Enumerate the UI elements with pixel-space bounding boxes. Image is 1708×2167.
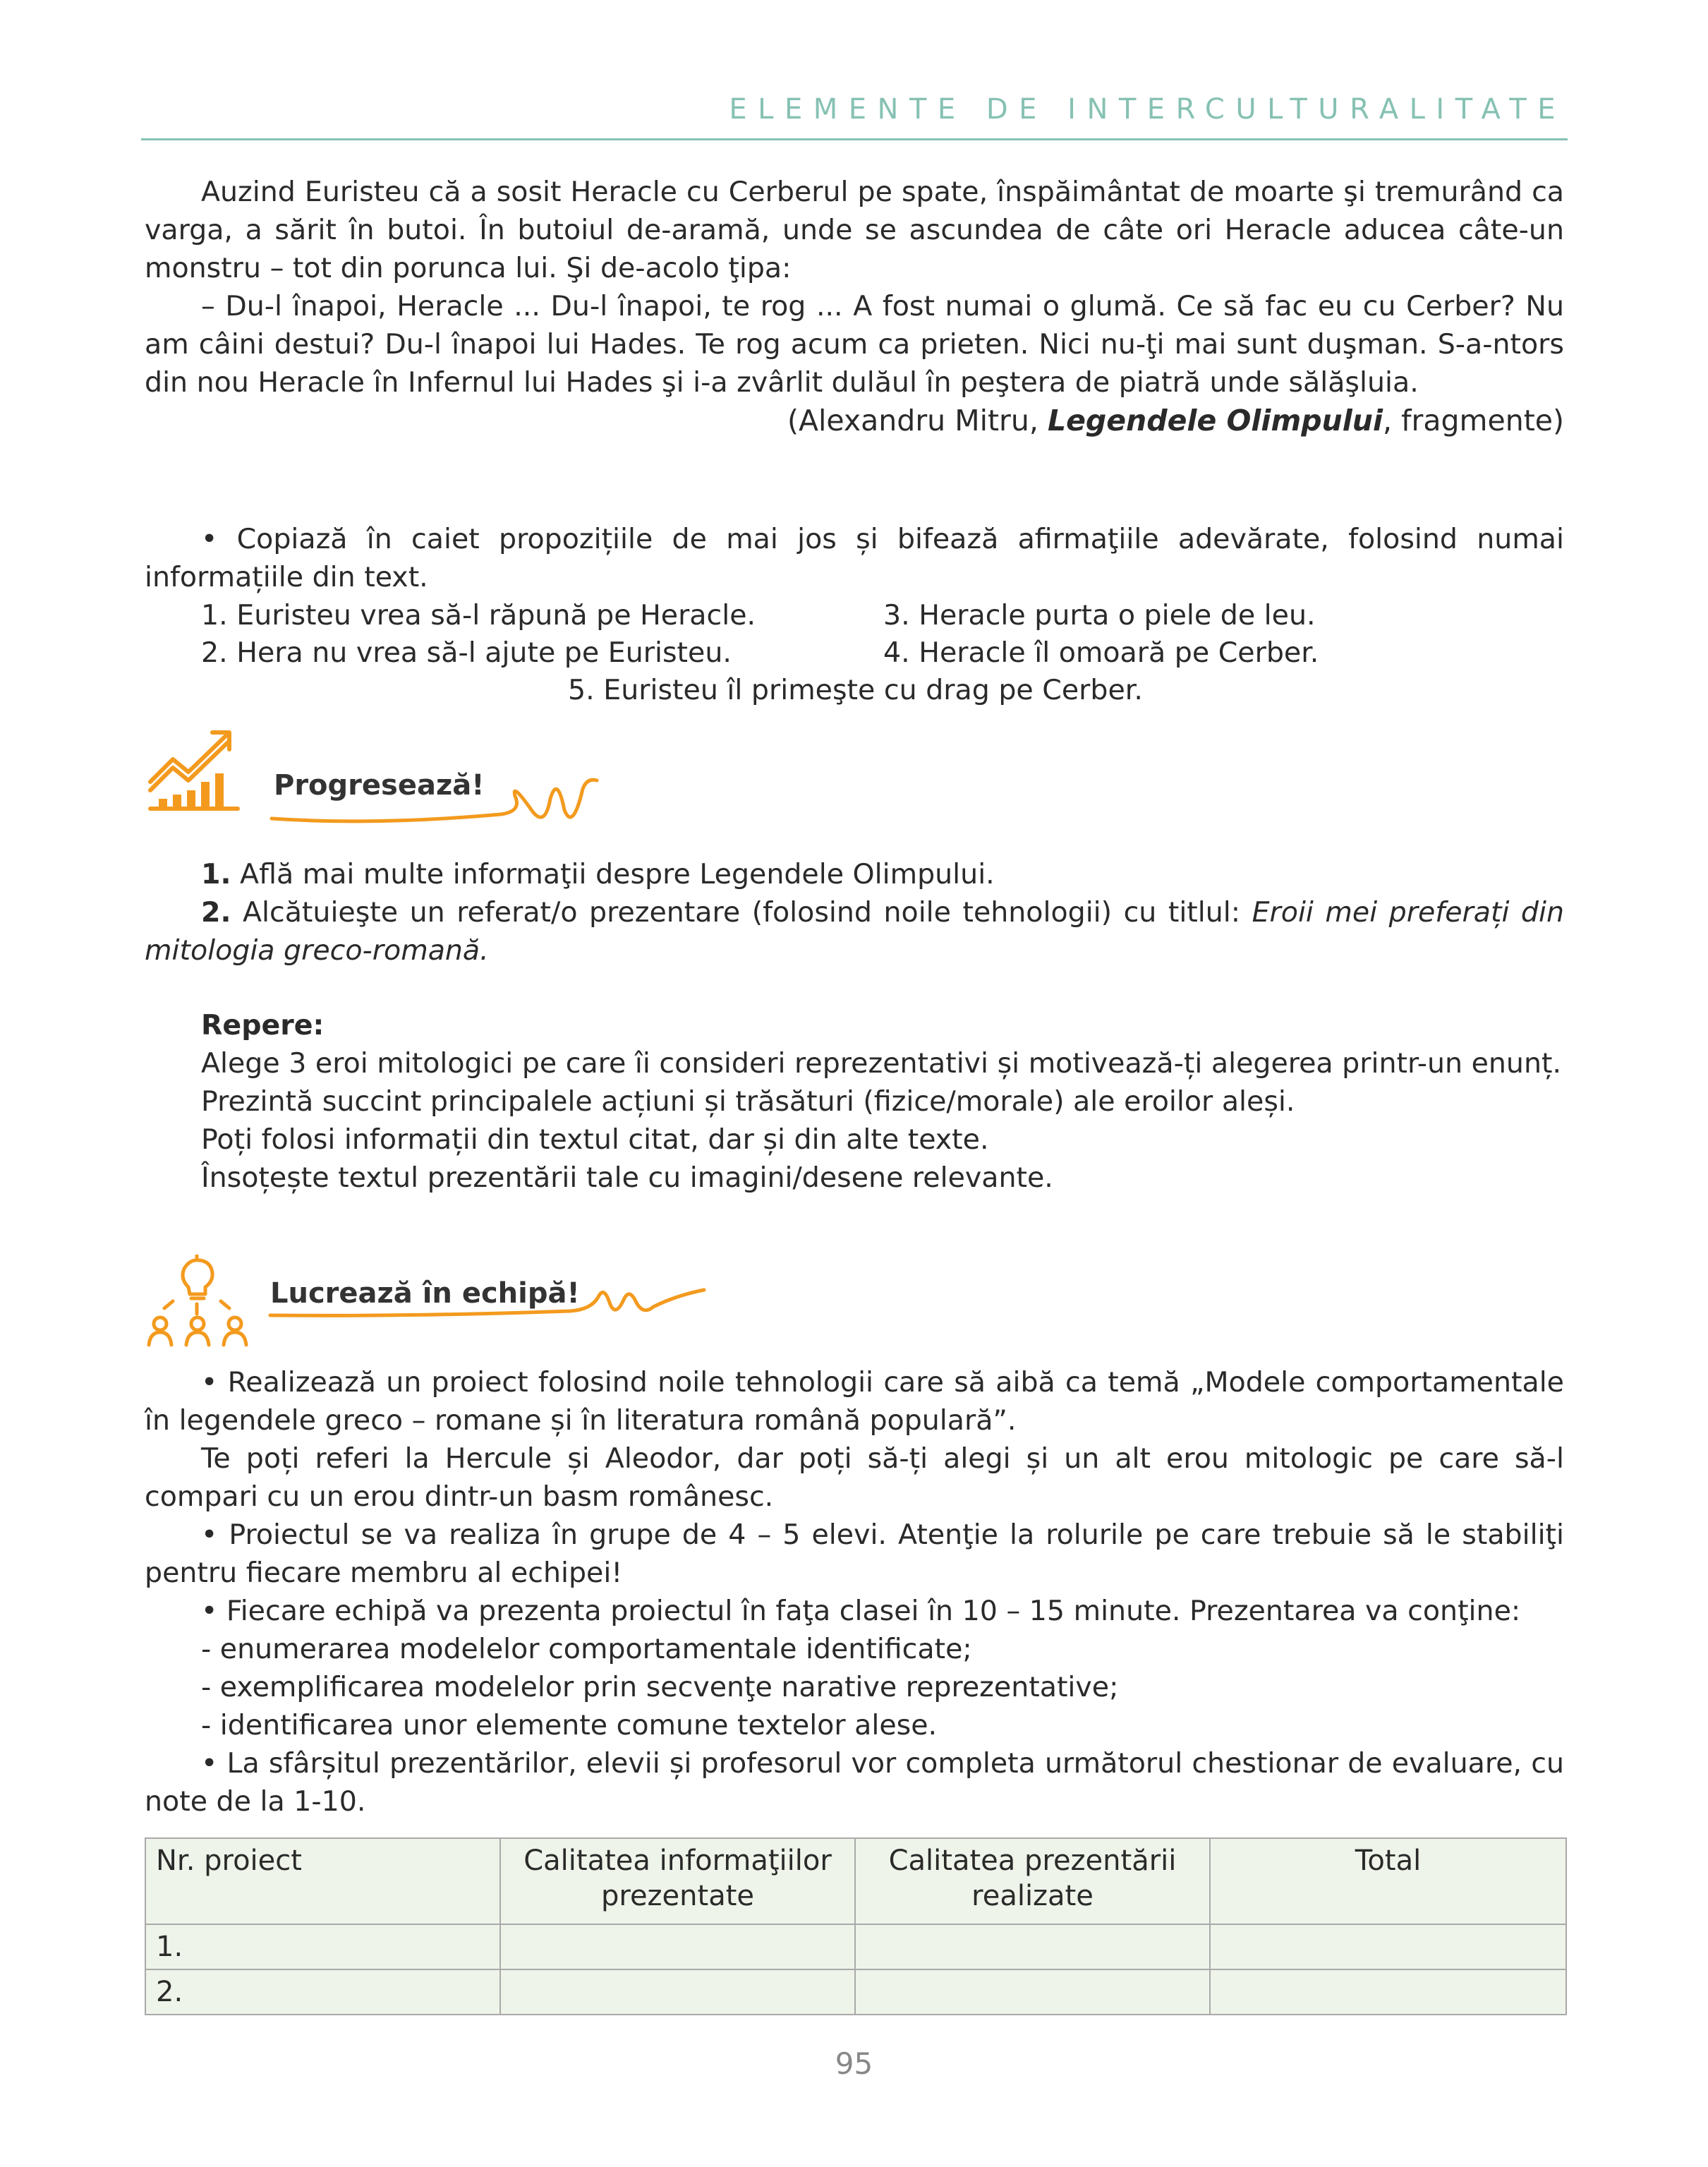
excerpt-paragraph-1: Auzind Euristeu că a sosit Heracle cu Cerberul pe spate, înspăimântat de moarte şi tremurând ca varga, a sărit în butoi. În butoiul de-aramă, unde se ascundea de câte ori Heracle aducea câte-un monstru – tot din porunca lui. Şi de-acolo ţipa: [145, 176, 1564, 284]
team-list-item-3: - identificarea unor elemente comune textelor alese. [201, 1709, 938, 1742]
running-header: ELEMENTE DE INTERCULTURALITATE [729, 93, 1566, 126]
team-paragraph-5: • La sfârșitul prezentărilor, elevii și profesorul vor completa următorul chestionar de evaluare, cu note de la 1-10. [145, 1747, 1564, 1818]
citation [145, 402, 1564, 440]
evaluation-table [145, 1837, 1567, 2015]
table-cell [500, 1924, 855, 1969]
page-number: 95 [835, 2046, 873, 2081]
growth-chart-icon [145, 725, 243, 817]
statement-2: 2. Hera nu vrea să-l ajute pe Euristeu. [201, 636, 732, 669]
team-title: Lucrează în echipă! [270, 1277, 580, 1310]
table-cell [500, 1969, 855, 2015]
citation-title: Legendele Olimpului [1047, 404, 1383, 437]
scribble-underline [268, 768, 600, 831]
table-cell [1210, 1924, 1566, 1969]
task-2-title: Eroii mei preferați din mitologia greco-romană. [145, 896, 1565, 967]
table-cell [855, 1969, 1210, 2015]
repere-title: Repere: [201, 1009, 325, 1042]
progress-task-1 [145, 855, 1564, 893]
table-cell: 1. [145, 1924, 500, 1969]
repere-line-4: Însoțește textul prezentării tale cu imagini/desene relevante. [201, 1161, 1053, 1194]
citation-author: (Alexandru Mitru, [787, 404, 1048, 437]
table-cell [855, 1924, 1210, 1969]
statement-1: 1. Euristeu vrea să-l răpună pe Heracle. [201, 599, 756, 632]
statement-4: 4. Heracle îl omoară pe Cerber. [883, 636, 1319, 669]
table-row [145, 1969, 1566, 2015]
team-paragraph-1: • Realizează un proiect folosind noile tehnologii care să aibă ca temă „Modele comportamentale în legendele greco – romane și în literatura română populară”. [145, 1366, 1564, 1437]
table-header-cell: Calitatea prezentării realizate [855, 1838, 1210, 1924]
task-2-text: Alcătuieşte un referat/o prezentare (folosind noile tehnologii) cu titlul: [231, 896, 1252, 929]
progress-task-2 [145, 893, 1564, 970]
table-header-cell: Nr. proiect [145, 1838, 500, 1924]
repere-line-1: Alege 3 eroi mitologici pe care îi consideri reprezentativi și motivează-ți alegerea printr-un enunț. [201, 1047, 1562, 1080]
progress-tasks [145, 855, 1564, 970]
team-paragraph-2: Te poți referi la Hercule și Aleodor, dar poți să-ți alegi și un alt erou mitologic pe care să-l compari cu un erou dintr-un basm românesc. [145, 1442, 1564, 1513]
task-1-text: Află mai multe informaţii despre Legendele Olimpului. [231, 858, 995, 891]
statement-5: 5. Euristeu îl primeşte cu drag pe Cerber. [568, 674, 1143, 706]
task-1-number: 1. [201, 858, 231, 891]
team-paragraph-4: • Fiecare echipă va prezenta proiectul în faţa clasei în 10 – 15 minute. Prezentarea va conţine: [201, 1595, 1521, 1627]
team-instructions [145, 1363, 1564, 1821]
table-cell [1210, 1969, 1566, 2015]
citation-end: , fragmente) [1383, 404, 1564, 437]
team-paragraph-3: • Proiectul se va realiza în grupe de 4 – 5 elevi. Atenţie la rolurile pe care trebuie să le stabiliţi pentru fiecare membru al echipei! [145, 1519, 1564, 1589]
repere-block [201, 1006, 1570, 1197]
team-list-item-2: - exemplificarea modelelor prin secvenţe narative reprezentative; [201, 1671, 1119, 1703]
table-row [145, 1924, 1566, 1969]
header-rule [141, 138, 1568, 140]
repere-line-2: Prezintă succint principalele acțiuni și trăsături (fizice/morale) ale eroilor aleși. [201, 1085, 1295, 1118]
excerpt-text [145, 173, 1564, 440]
team-scribble-underline [267, 1279, 708, 1321]
task-2-number: 2. [201, 896, 231, 929]
table-header-cell: Calitatea informaţiilor prezentate [500, 1838, 855, 1924]
statement-3: 3. Heracle purta o piele de leu. [883, 599, 1316, 632]
exercise-instruction: • Copiază în caiet propozițiile de mai jos și bifează afirmaţiile adevărate, folosind numai informațiile din text. [145, 523, 1564, 593]
exercise-instruction-block [145, 520, 1564, 596]
table-cell: 2. [145, 1969, 500, 2015]
table-header-cell: Total [1210, 1838, 1566, 1924]
repere-line-3: Poți folosi informații din textul citat, dar și din alte texte. [201, 1123, 989, 1156]
excerpt-paragraph-2: – Du-l înapoi, Heracle ... Du-l înapoi, te rog ... A fost numai o glumă. Ce să fac eu cu Cerber? Nu am câini destui? Du-l înapoi lui Hades. Te rog acum ca prieten. Nici nu-ţi mai sunt duşman. S-a-ntors din nou Heracle în Infernul lui Hades şi i-a zvârlit dulăul în peştera de piatră unde sălăşluia. [145, 290, 1564, 399]
progress-title: Progresează! [274, 769, 485, 802]
table-header-row [145, 1838, 1566, 1924]
team-idea-icon [145, 1255, 250, 1350]
team-list-item-1: - enumerarea modelelor comportamentale identificate; [201, 1633, 972, 1665]
